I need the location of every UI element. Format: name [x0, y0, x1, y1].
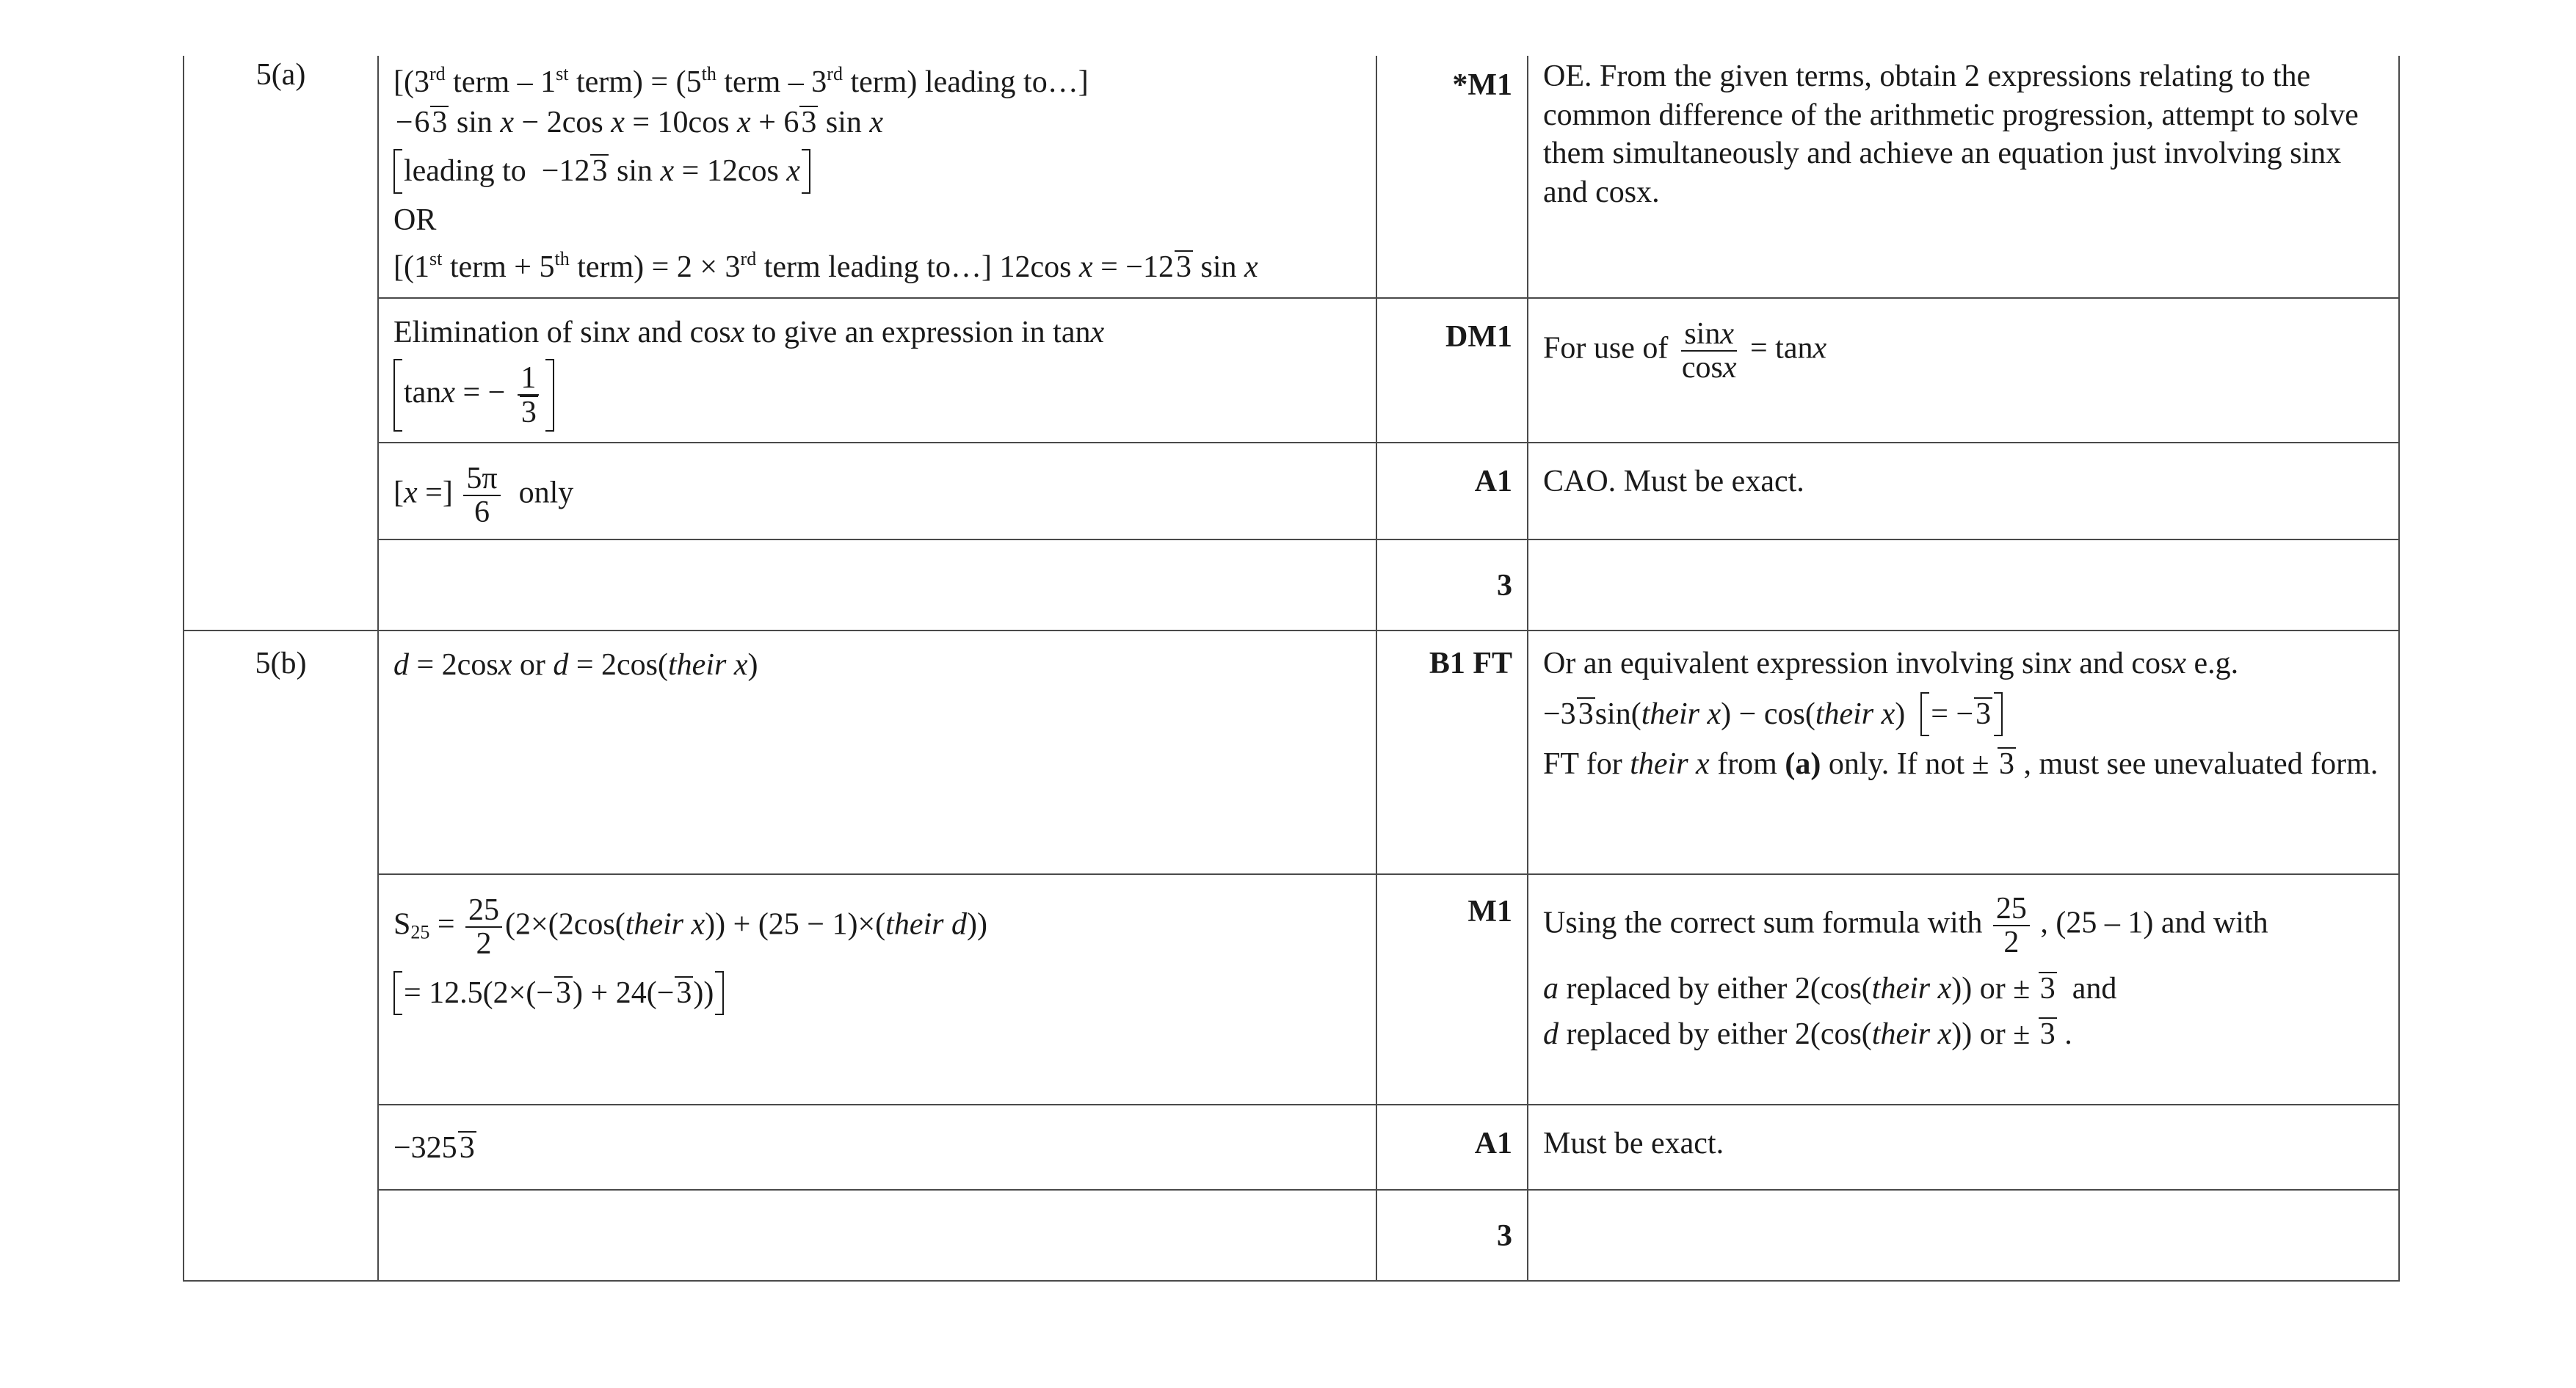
guidance-line: FT for their x from (a) only. If not ± 3 , must see unevaluated form. [1543, 747, 2379, 782]
answer-line: leading to −123 sin x = 12cos x [393, 149, 1361, 194]
answer-cell [378, 874, 1376, 1105]
table-row [184, 631, 2399, 874]
answer-line: −63 sin x − 2cos x = 10cos x + 63 sin x [393, 105, 884, 139]
answer-line: [(3rd term – 1st term) = (5th term – 3rd term) leading to…] [393, 63, 1089, 99]
answer-line: [x =] $\frac{5\pi}{6}$ only [393, 462, 574, 530]
total-marks: 3 [1376, 1190, 1528, 1281]
mark-code: A1 [1376, 443, 1528, 539]
table-row [184, 1190, 2399, 1281]
answer-line: [(1st term + 5th term) = 2 × 3rd term leading to…] 12cos x = −123 sin x [393, 248, 1258, 284]
answer-line: $S_{25}$ = $\frac{25}{2}$ (2×(2cos(their x)) + (25 − 1)×(their d)) [393, 893, 987, 962]
mark-code: M1 [1376, 874, 1528, 1105]
guidance-cell [1528, 874, 2399, 1105]
answer-line: tanx = − $\frac{1}{3}$ [393, 359, 1361, 432]
guidance-text: For use of [1543, 331, 1676, 366]
guidance-line: Using the correct sum formula with $\frac{25}{2}$ , (25 – 1) and with [1543, 892, 2268, 960]
answer-line: = 12.5(2×(−3) + 24(−3)) [393, 971, 1361, 1016]
answer-cell [378, 56, 1376, 298]
question-number: 5(b) [184, 631, 378, 1281]
total-marks: 3 [1376, 539, 1528, 631]
guidance-text: OE. From the given terms, obtain 2 expressions relating to the common difference of the arithmetic progression, attempt to solve them simultaneously and achieve an equation just involving sinx and cosx. [1528, 56, 2399, 298]
mark-scheme-table [183, 56, 2400, 1282]
guidance-line: −33sin(their x) − cos(their x) = −3 [1543, 692, 2384, 737]
table-row [184, 56, 2399, 298]
answer-cell [378, 443, 1376, 539]
table-row [184, 443, 2399, 539]
table-row [184, 874, 2399, 1105]
guidance-line: Or an equivalent expression involving sinx and cosx e.g. [1543, 647, 2239, 681]
table-row [184, 1105, 2399, 1190]
table-row [184, 539, 2399, 631]
question-number: 5(a) [184, 56, 378, 631]
answer-cell [378, 631, 1376, 874]
guidance-text: CAO. Must be exact. [1528, 443, 2399, 539]
answer-line: d = 2cosx or d = 2cos(their x) [393, 648, 758, 683]
answer-line: −3253 [393, 1131, 475, 1166]
guidance-text: Must be exact. [1528, 1105, 2399, 1190]
guidance-cell: For use of $\frac{\sin x}{\cos x}$ = tanx [1528, 298, 2399, 443]
guidance-cell [1528, 631, 2399, 874]
answer-line: OR [393, 203, 437, 237]
answer-cell [378, 1105, 1376, 1190]
answer-line: Elimination of sinx and cosx to give an expression in tanx [393, 315, 1105, 349]
table-row [184, 298, 2399, 443]
answer-cell [378, 298, 1376, 443]
mark-scheme-sheet [183, 56, 2398, 1282]
mark-code: DM1 [1376, 298, 1528, 443]
guidance-line: a replaced by either 2(cos(their x)) or ± 3 and [1543, 971, 2117, 1006]
mark-code: *M1 [1376, 56, 1528, 298]
guidance-line: d replaced by either 2(cos(their x)) or ± 3 . [1543, 1017, 2072, 1052]
mark-code: A1 [1376, 1105, 1528, 1190]
mark-code: B1 FT [1376, 631, 1528, 874]
